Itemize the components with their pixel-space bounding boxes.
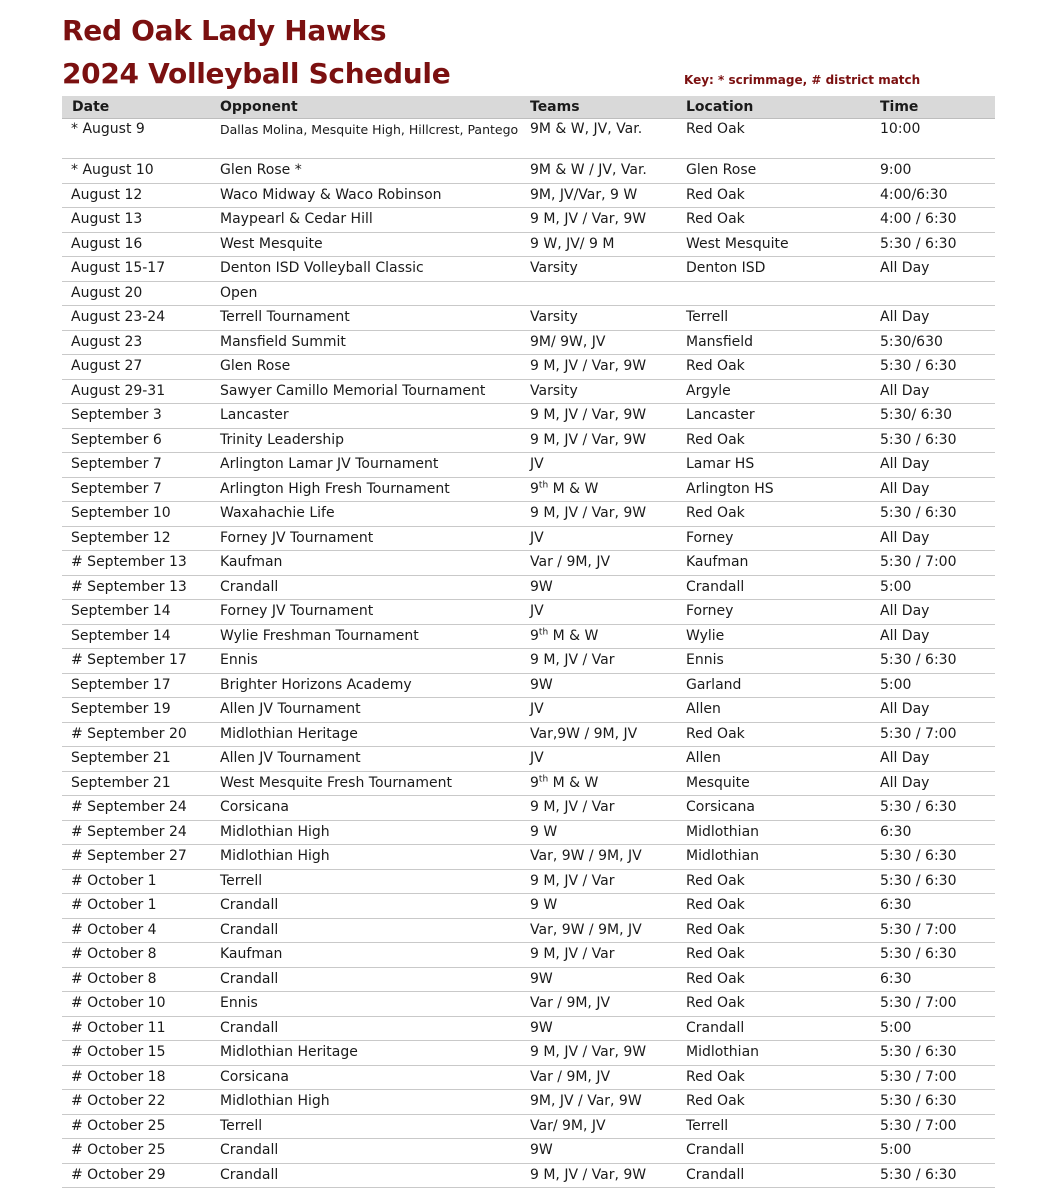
- cell-opponent: West Mesquite Fresh Tournament: [210, 771, 520, 796]
- cell-opponent: Corsicana: [210, 1065, 520, 1090]
- cell-date: # October 1: [62, 894, 210, 919]
- cell-date: # October 8: [62, 967, 210, 992]
- cell-location: [676, 281, 870, 306]
- cell-date: # September 13: [62, 575, 210, 600]
- cell-time: 5:30 / 6:30: [870, 502, 995, 527]
- cell-teams: 9 W, JV/ 9 M: [520, 232, 676, 257]
- cell-location: Crandall: [676, 1163, 870, 1188]
- cell-time: 5:30/630: [870, 330, 995, 355]
- cell-opponent: Brighter Horizons Academy: [210, 673, 520, 698]
- cell-time: 5:30 / 7:00: [870, 1114, 995, 1139]
- cell-date: # October 10: [62, 992, 210, 1017]
- table-row: [62, 232, 995, 257]
- cell-location: Red Oak: [676, 119, 870, 159]
- cell-time: 4:00 / 6:30: [870, 208, 995, 233]
- cell-time: 5:00: [870, 1016, 995, 1041]
- table-row: [62, 943, 995, 968]
- cell-teams: 9W: [520, 673, 676, 698]
- cell-location: Ennis: [676, 649, 870, 674]
- table-header-row: [62, 96, 995, 119]
- cell-opponent: Open: [210, 281, 520, 306]
- cell-teams: Var, 9W / 9M, JV: [520, 845, 676, 870]
- cell-location: Crandall: [676, 1016, 870, 1041]
- cell-date: August 29-31: [62, 379, 210, 404]
- cell-opponent: Crandall: [210, 967, 520, 992]
- cell-date: # October 22: [62, 1090, 210, 1115]
- cell-opponent: Crandall: [210, 1139, 520, 1164]
- cell-date: # October 1: [62, 869, 210, 894]
- table-row: [62, 673, 995, 698]
- cell-teams: 9M, JV/Var, 9 W: [520, 183, 676, 208]
- cell-opponent: Wylie Freshman Tournament: [210, 624, 520, 649]
- cell-opponent: Midlothian Heritage: [210, 722, 520, 747]
- cell-date: September 21: [62, 747, 210, 772]
- cell-teams: 9th M & W: [520, 477, 676, 502]
- cell-time: 5:00: [870, 575, 995, 600]
- cell-date: September 6: [62, 428, 210, 453]
- cell-teams: 9W: [520, 575, 676, 600]
- cell-location: Terrell: [676, 1114, 870, 1139]
- cell-teams: 9 M, JV / Var: [520, 796, 676, 821]
- table-row: [62, 918, 995, 943]
- cell-opponent: Waco Midway & Waco Robinson: [210, 183, 520, 208]
- table-row: [62, 1163, 995, 1188]
- table-row: [62, 428, 995, 453]
- cell-time: [870, 281, 995, 306]
- table-row: [62, 355, 995, 380]
- cell-opponent: Midlothian High: [210, 845, 520, 870]
- table-row: [62, 796, 995, 821]
- cell-opponent: Kaufman: [210, 551, 520, 576]
- cell-date: # October 11: [62, 1016, 210, 1041]
- cell-time: 5:30 / 6:30: [870, 355, 995, 380]
- cell-time: 5:00: [870, 673, 995, 698]
- column-header-time: Time: [870, 96, 995, 119]
- table-row: [62, 502, 995, 527]
- cell-date: September 17: [62, 673, 210, 698]
- cell-teams: 9th M & W: [520, 624, 676, 649]
- cell-opponent: Allen JV Tournament: [210, 698, 520, 723]
- cell-time: 5:30 / 7:00: [870, 918, 995, 943]
- cell-teams: 9M, JV / Var, 9W: [520, 1090, 676, 1115]
- cell-time: 5:30 / 6:30: [870, 1090, 995, 1115]
- table-row: [62, 1114, 995, 1139]
- cell-teams: 9W: [520, 1139, 676, 1164]
- cell-teams: 9 M, JV / Var, 9W: [520, 404, 676, 429]
- cell-time: 5:30 / 7:00: [870, 992, 995, 1017]
- cell-location: Red Oak: [676, 502, 870, 527]
- schedule-body: [62, 119, 995, 1188]
- cell-location: Red Oak: [676, 918, 870, 943]
- cell-opponent: Kaufman: [210, 943, 520, 968]
- cell-opponent: Glen Rose *: [210, 159, 520, 184]
- cell-time: All Day: [870, 771, 995, 796]
- cell-teams: JV: [520, 526, 676, 551]
- table-row: [62, 1090, 995, 1115]
- cell-location: Red Oak: [676, 943, 870, 968]
- cell-location: Red Oak: [676, 722, 870, 747]
- table-row: [62, 624, 995, 649]
- cell-time: 5:30 / 6:30: [870, 232, 995, 257]
- table-row: [62, 1139, 995, 1164]
- table-row: [62, 208, 995, 233]
- cell-teams: 9 M, JV / Var: [520, 649, 676, 674]
- cell-location: Midlothian: [676, 845, 870, 870]
- column-header-date: Date: [62, 96, 210, 119]
- cell-opponent: Maypearl & Cedar Hill: [210, 208, 520, 233]
- cell-opponent: Glen Rose: [210, 355, 520, 380]
- cell-location: Red Oak: [676, 967, 870, 992]
- cell-date: August 13: [62, 208, 210, 233]
- cell-date: September 7: [62, 453, 210, 478]
- legend-key: Key: * scrimmage, # district match: [684, 73, 921, 87]
- cell-location: Mansfield: [676, 330, 870, 355]
- cell-teams: JV: [520, 453, 676, 478]
- table-row: [62, 453, 995, 478]
- cell-time: All Day: [870, 526, 995, 551]
- cell-location: Red Oak: [676, 869, 870, 894]
- cell-location: Corsicana: [676, 796, 870, 821]
- cell-teams: Varsity: [520, 306, 676, 331]
- column-header-teams: Teams: [520, 96, 676, 119]
- table-row: [62, 869, 995, 894]
- table-row: [62, 330, 995, 355]
- cell-location: Red Oak: [676, 183, 870, 208]
- cell-time: 9:00: [870, 159, 995, 184]
- cell-time: 10:00: [870, 119, 995, 159]
- table-row: [62, 967, 995, 992]
- cell-time: 5:30/ 6:30: [870, 404, 995, 429]
- cell-time: All Day: [870, 477, 995, 502]
- cell-opponent: Mansfield Summit: [210, 330, 520, 355]
- cell-teams: Var / 9M, JV: [520, 992, 676, 1017]
- cell-time: All Day: [870, 257, 995, 282]
- cell-teams: Varsity: [520, 257, 676, 282]
- cell-location: Red Oak: [676, 208, 870, 233]
- table-row: [62, 1041, 995, 1066]
- cell-location: Forney: [676, 526, 870, 551]
- cell-opponent: Midlothian High: [210, 1090, 520, 1115]
- cell-date: # September 24: [62, 820, 210, 845]
- table-row: [62, 119, 995, 159]
- cell-teams: 9M/ 9W, JV: [520, 330, 676, 355]
- cell-date: August 15-17: [62, 257, 210, 282]
- cell-teams: [520, 281, 676, 306]
- cell-teams: JV: [520, 698, 676, 723]
- cell-opponent: Crandall: [210, 894, 520, 919]
- cell-teams: Var, 9W / 9M, JV: [520, 918, 676, 943]
- cell-time: 5:30 / 6:30: [870, 649, 995, 674]
- cell-location: Mesquite: [676, 771, 870, 796]
- cell-opponent: Crandall: [210, 1163, 520, 1188]
- cell-date: September 14: [62, 600, 210, 625]
- cell-teams: Var,9W / 9M, JV: [520, 722, 676, 747]
- cell-opponent: Sawyer Camillo Memorial Tournament: [210, 379, 520, 404]
- cell-date: August 12: [62, 183, 210, 208]
- cell-teams: 9 M, JV / Var, 9W: [520, 1163, 676, 1188]
- cell-location: Red Oak: [676, 992, 870, 1017]
- cell-date: August 23-24: [62, 306, 210, 331]
- cell-location: Allen: [676, 747, 870, 772]
- cell-date: * August 9: [62, 119, 210, 159]
- cell-date: # September 24: [62, 796, 210, 821]
- cell-date: September 10: [62, 502, 210, 527]
- cell-time: 5:30 / 6:30: [870, 1041, 995, 1066]
- cell-opponent: Trinity Leadership: [210, 428, 520, 453]
- cell-date: # September 13: [62, 551, 210, 576]
- cell-location: Crandall: [676, 575, 870, 600]
- cell-opponent: Arlington Lamar JV Tournament: [210, 453, 520, 478]
- table-row: [62, 281, 995, 306]
- cell-time: 5:30 / 7:00: [870, 722, 995, 747]
- cell-time: 5:30 / 6:30: [870, 943, 995, 968]
- cell-date: September 12: [62, 526, 210, 551]
- cell-teams: Varsity: [520, 379, 676, 404]
- table-row: [62, 698, 995, 723]
- table-row: [62, 894, 995, 919]
- table-row: [62, 1065, 995, 1090]
- cell-date: # October 15: [62, 1041, 210, 1066]
- cell-location: Crandall: [676, 1139, 870, 1164]
- table-row: [62, 845, 995, 870]
- cell-teams: Var/ 9M, JV: [520, 1114, 676, 1139]
- table-row: [62, 575, 995, 600]
- cell-location: Midlothian: [676, 1041, 870, 1066]
- cell-time: 5:30 / 7:00: [870, 551, 995, 576]
- cell-opponent: Crandall: [210, 918, 520, 943]
- table-row: [62, 551, 995, 576]
- cell-time: All Day: [870, 453, 995, 478]
- cell-location: Lamar HS: [676, 453, 870, 478]
- table-row: [62, 600, 995, 625]
- cell-opponent: Corsicana: [210, 796, 520, 821]
- table-row: [62, 477, 995, 502]
- cell-teams: 9 M, JV / Var: [520, 943, 676, 968]
- cell-opponent: Terrell Tournament: [210, 306, 520, 331]
- cell-time: 5:30 / 6:30: [870, 845, 995, 870]
- cell-date: August 27: [62, 355, 210, 380]
- cell-teams: JV: [520, 600, 676, 625]
- cell-opponent: Waxahachie Life: [210, 502, 520, 527]
- cell-date: # September 27: [62, 845, 210, 870]
- cell-time: 5:30 / 6:30: [870, 869, 995, 894]
- cell-date: September 14: [62, 624, 210, 649]
- cell-teams: 9W: [520, 967, 676, 992]
- table-row: [62, 526, 995, 551]
- cell-teams: Var / 9M, JV: [520, 551, 676, 576]
- cell-teams: 9W: [520, 1016, 676, 1041]
- cell-opponent: Crandall: [210, 575, 520, 600]
- cell-location: West Mesquite: [676, 232, 870, 257]
- table-row: [62, 649, 995, 674]
- cell-date: August 16: [62, 232, 210, 257]
- cell-location: Kaufman: [676, 551, 870, 576]
- cell-location: Lancaster: [676, 404, 870, 429]
- table-row: [62, 159, 995, 184]
- cell-time: All Day: [870, 306, 995, 331]
- cell-date: September 3: [62, 404, 210, 429]
- table-row: [62, 404, 995, 429]
- cell-time: 6:30: [870, 894, 995, 919]
- cell-teams: 9 M, JV / Var, 9W: [520, 502, 676, 527]
- cell-date: * August 10: [62, 159, 210, 184]
- table-row: [62, 992, 995, 1017]
- cell-date: August 23: [62, 330, 210, 355]
- cell-teams: 9 M, JV / Var, 9W: [520, 208, 676, 233]
- cell-opponent: Lancaster: [210, 404, 520, 429]
- cell-opponent: Forney JV Tournament: [210, 526, 520, 551]
- cell-teams: 9 M, JV / Var, 9W: [520, 355, 676, 380]
- cell-teams: 9 W: [520, 894, 676, 919]
- cell-location: Red Oak: [676, 355, 870, 380]
- cell-teams: Var / 9M, JV: [520, 1065, 676, 1090]
- table-row: [62, 722, 995, 747]
- cell-date: # October 29: [62, 1163, 210, 1188]
- cell-location: Denton ISD: [676, 257, 870, 282]
- cell-location: Wylie: [676, 624, 870, 649]
- cell-opponent: Ennis: [210, 649, 520, 674]
- cell-teams: 9M & W / JV, Var.: [520, 159, 676, 184]
- cell-teams: 9 M, JV / Var: [520, 869, 676, 894]
- cell-opponent: Allen JV Tournament: [210, 747, 520, 772]
- cell-opponent: Crandall: [210, 1016, 520, 1041]
- cell-opponent: Dallas Molina, Mesquite High, Hillcrest, Pantego: [210, 119, 520, 159]
- cell-opponent: Denton ISD Volleyball Classic: [210, 257, 520, 282]
- cell-date: August 20: [62, 281, 210, 306]
- column-header-location: Location: [676, 96, 870, 119]
- cell-location: Red Oak: [676, 894, 870, 919]
- cell-opponent: Ennis: [210, 992, 520, 1017]
- table-row: [62, 747, 995, 772]
- table-row: [62, 771, 995, 796]
- cell-date: # October 25: [62, 1139, 210, 1164]
- cell-time: All Day: [870, 624, 995, 649]
- cell-location: Argyle: [676, 379, 870, 404]
- cell-time: All Day: [870, 698, 995, 723]
- cell-location: Glen Rose: [676, 159, 870, 184]
- schedule-table: [62, 96, 995, 1188]
- cell-location: Red Oak: [676, 1065, 870, 1090]
- cell-location: Red Oak: [676, 1090, 870, 1115]
- cell-date: # October 4: [62, 918, 210, 943]
- cell-date: September 7: [62, 477, 210, 502]
- table-row: [62, 1016, 995, 1041]
- cell-location: Red Oak: [676, 428, 870, 453]
- column-header-opponent: Opponent: [210, 96, 520, 119]
- cell-opponent: Midlothian Heritage: [210, 1041, 520, 1066]
- cell-date: September 19: [62, 698, 210, 723]
- cell-date: # October 8: [62, 943, 210, 968]
- cell-time: All Day: [870, 379, 995, 404]
- cell-teams: 9th M & W: [520, 771, 676, 796]
- table-row: [62, 257, 995, 282]
- cell-time: 5:00: [870, 1139, 995, 1164]
- cell-time: 5:30 / 6:30: [870, 1163, 995, 1188]
- page-subtitle: 2024 Volleyball Schedule: [62, 57, 451, 90]
- cell-date: # September 17: [62, 649, 210, 674]
- cell-time: 6:30: [870, 820, 995, 845]
- cell-date: September 21: [62, 771, 210, 796]
- cell-opponent: Terrell: [210, 1114, 520, 1139]
- cell-opponent: Arlington High Fresh Tournament: [210, 477, 520, 502]
- cell-location: Arlington HS: [676, 477, 870, 502]
- cell-opponent: Midlothian High: [210, 820, 520, 845]
- cell-teams: 9 M, JV / Var, 9W: [520, 428, 676, 453]
- cell-location: Garland: [676, 673, 870, 698]
- table-row: [62, 306, 995, 331]
- cell-time: 5:30 / 6:30: [870, 796, 995, 821]
- cell-time: 5:30 / 7:00: [870, 1065, 995, 1090]
- table-row: [62, 183, 995, 208]
- cell-opponent: Forney JV Tournament: [210, 600, 520, 625]
- cell-time: All Day: [870, 600, 995, 625]
- cell-location: Midlothian: [676, 820, 870, 845]
- cell-time: All Day: [870, 747, 995, 772]
- cell-teams: 9M & W, JV, Var.: [520, 119, 676, 159]
- page-title: Red Oak Lady Hawks: [62, 14, 387, 47]
- cell-opponent: Terrell: [210, 869, 520, 894]
- cell-time: 6:30: [870, 967, 995, 992]
- cell-date: # October 25: [62, 1114, 210, 1139]
- cell-opponent: West Mesquite: [210, 232, 520, 257]
- cell-date: # September 20: [62, 722, 210, 747]
- table-row: [62, 820, 995, 845]
- cell-location: Allen: [676, 698, 870, 723]
- cell-teams: 9 W: [520, 820, 676, 845]
- cell-location: Forney: [676, 600, 870, 625]
- table-row: [62, 379, 995, 404]
- cell-teams: 9 M, JV / Var, 9W: [520, 1041, 676, 1066]
- cell-time: 5:30 / 6:30: [870, 428, 995, 453]
- cell-date: # October 18: [62, 1065, 210, 1090]
- cell-time: 4:00/6:30: [870, 183, 995, 208]
- cell-location: Terrell: [676, 306, 870, 331]
- cell-teams: JV: [520, 747, 676, 772]
